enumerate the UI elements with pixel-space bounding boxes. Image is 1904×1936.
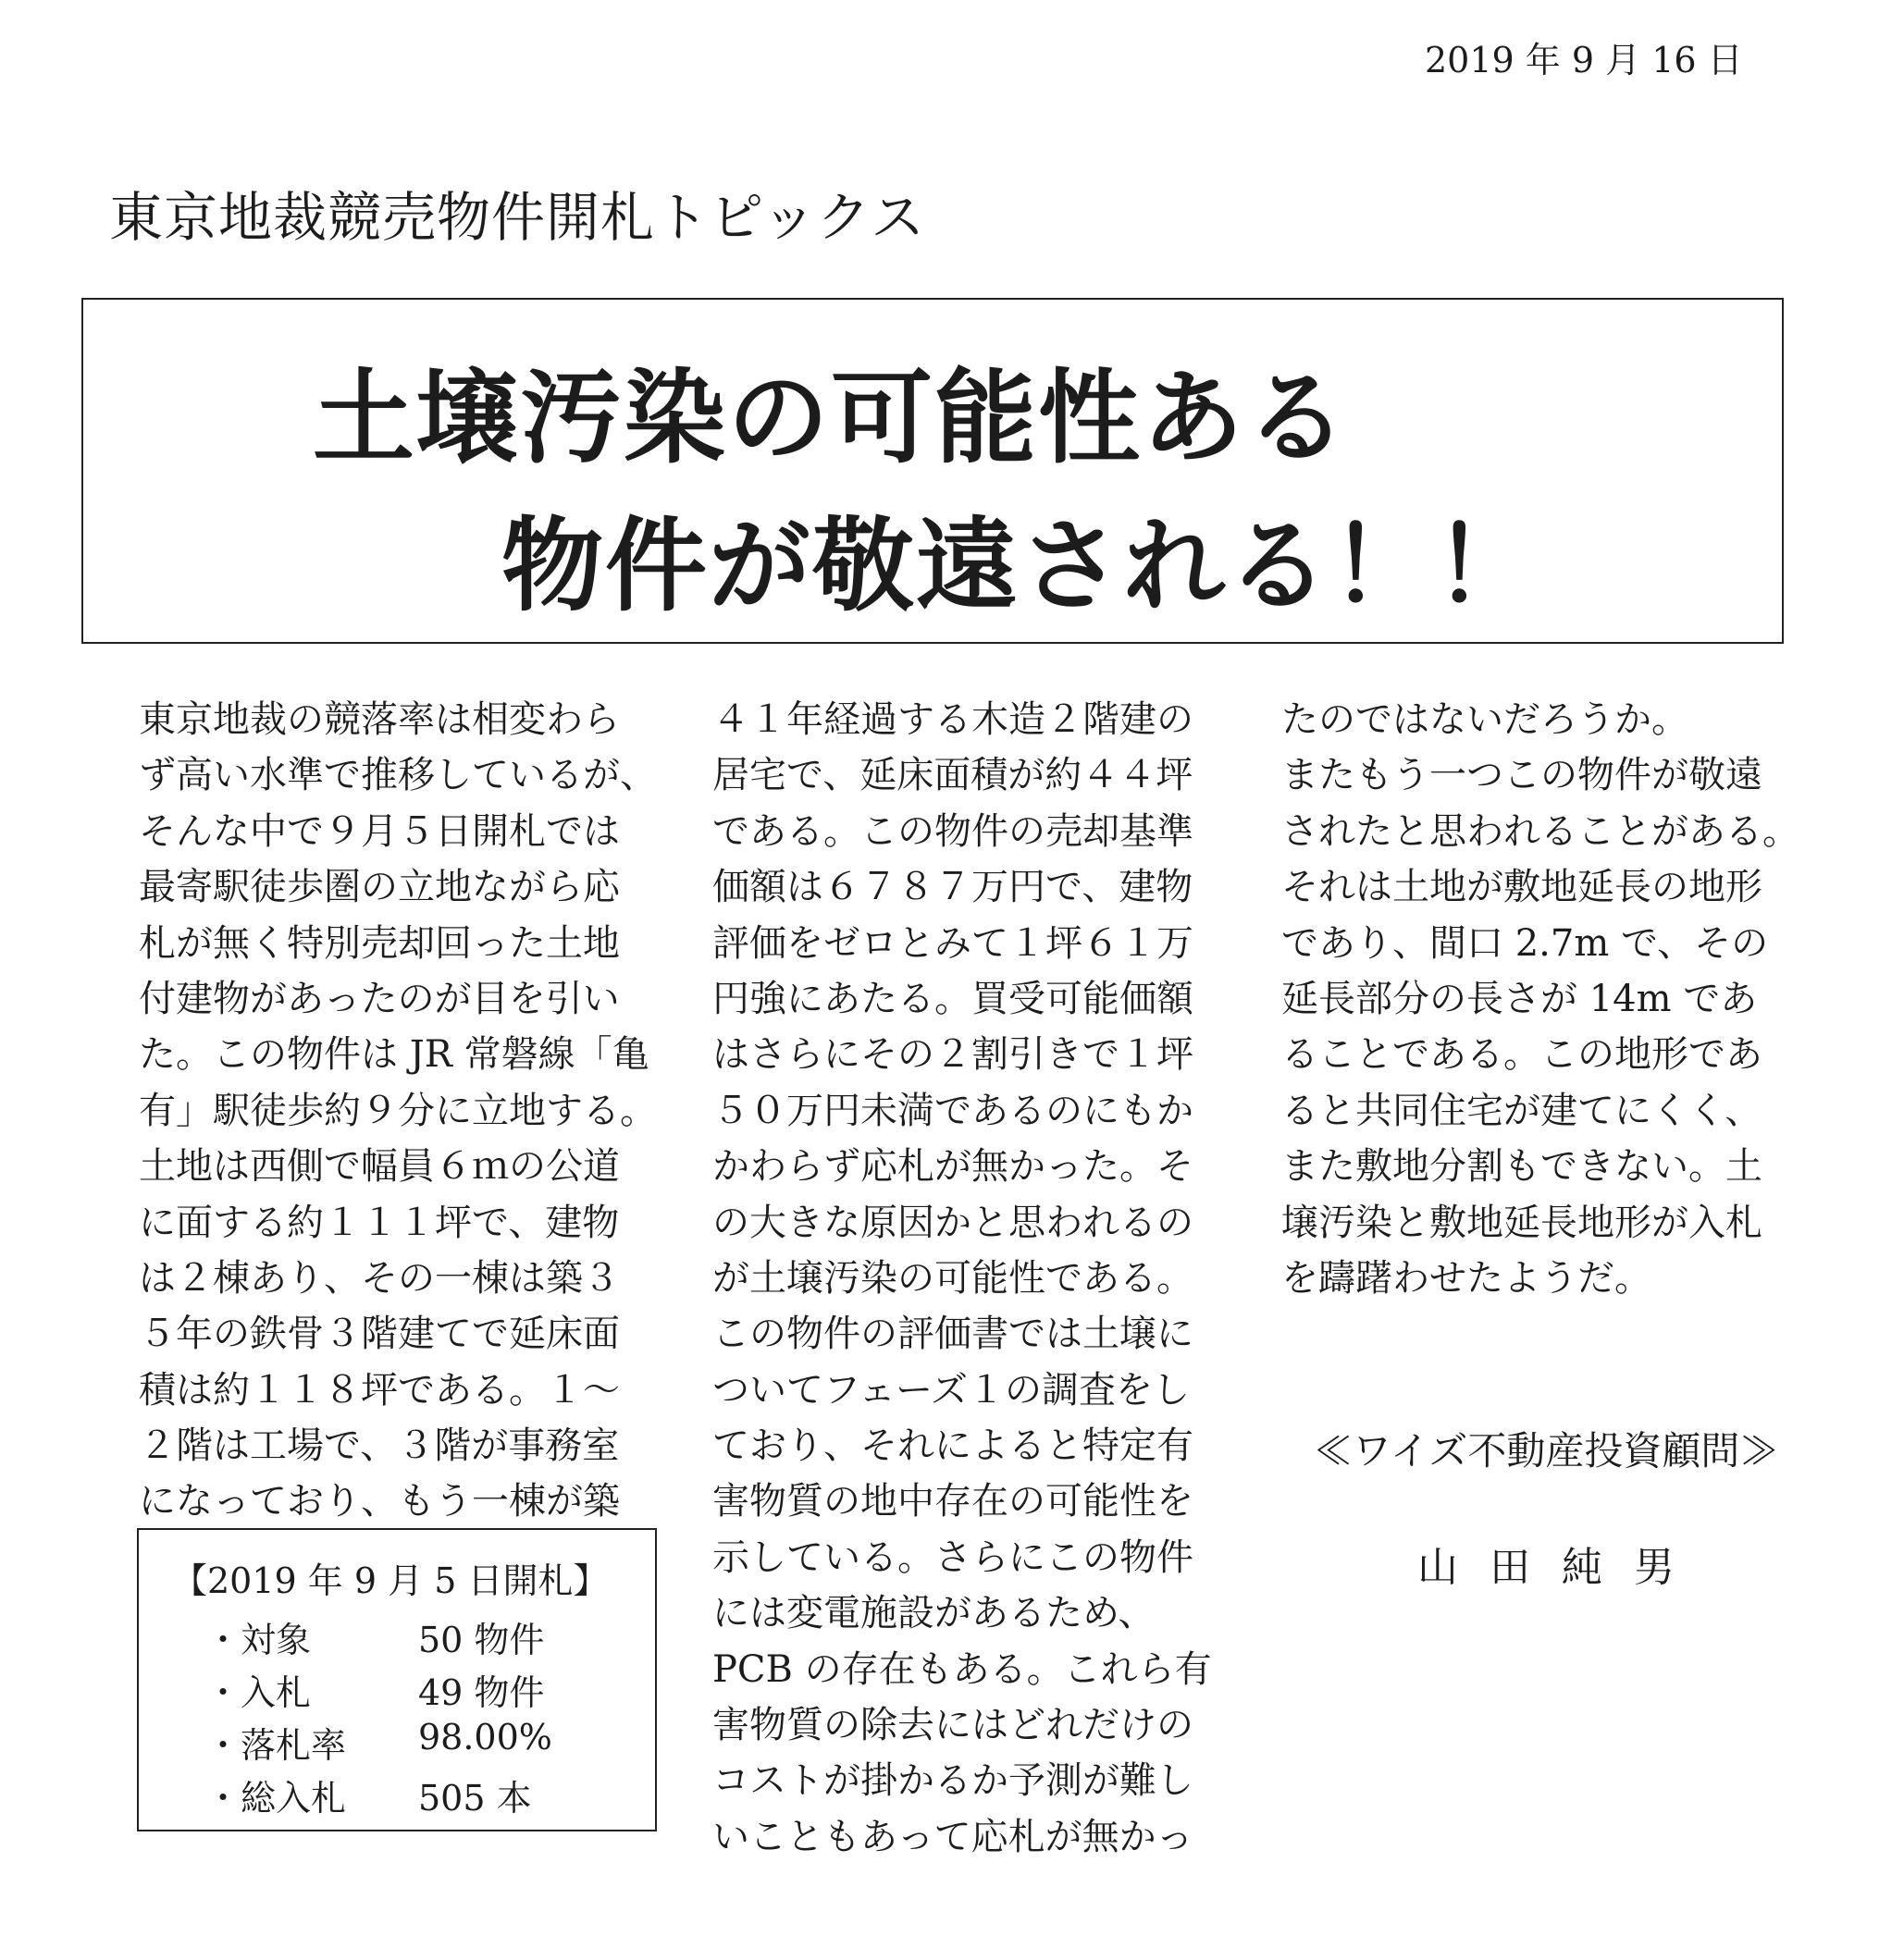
auction-stats-box <box>137 1528 657 1831</box>
author-name: 山田純男 <box>1417 1544 1706 1591</box>
body-line: 壌汚染と敷地延長地形が入札 <box>1281 1201 1762 1244</box>
body-line: ず高い水準で推移しているが、 <box>139 754 657 797</box>
headline-line-2: 物件が敬遠される！！ <box>501 507 1538 625</box>
stat-label: ・総入札 <box>205 1778 347 1819</box>
stat-label: ・対象 <box>205 1620 312 1660</box>
body-line: ５年の鉄骨３階建てで延床面 <box>139 1313 620 1356</box>
body-line: 東京地裁の競落率は相変わら <box>139 698 620 741</box>
body-line: またもう一つこの物件が敬遠 <box>1281 754 1762 797</box>
body-line: の大きな原因かと思われるの <box>712 1201 1193 1244</box>
body-line: また敷地分割もできない。土 <box>1281 1145 1762 1189</box>
stat-label: ・入札 <box>205 1672 312 1713</box>
headline-box <box>81 298 1784 644</box>
series-title: 東京地裁競売物件開札トピックス <box>109 186 926 249</box>
body-line: 付建物があったのが目を引い <box>139 977 620 1020</box>
body-line: を躊躇わせたようだ。 <box>1281 1256 1651 1300</box>
body-line: たのではないだろうか。 <box>1281 698 1688 741</box>
stat-label: ・落札率 <box>205 1725 347 1766</box>
body-line: た。この物件は JR 常磐線「亀 <box>139 1033 649 1077</box>
body-line: になっており、もう一棟が築 <box>139 1480 620 1523</box>
body-line: 札が無く特別売却回った土地 <box>139 921 620 965</box>
body-column-1 <box>139 692 657 1530</box>
body-line: 土地は西側で幅員６ｍの公道 <box>139 1145 620 1189</box>
body-line: であり、間口 2.7m で、その <box>1281 921 1769 965</box>
body-line: 評価をゼロとみて１坪６１万 <box>712 921 1193 965</box>
stat-value: 50 物件 <box>418 1620 545 1660</box>
body-column-3 <box>1281 692 1799 1306</box>
stat-value: 49 物件 <box>418 1672 545 1713</box>
body-line: この物件の評価書では土壌に <box>712 1313 1193 1356</box>
body-line: ついてフェーズ１の調査をし <box>712 1368 1190 1412</box>
stat-value: 505 本 <box>418 1778 532 1819</box>
body-line: に面する約１１１坪で、建物 <box>139 1201 620 1244</box>
body-line: 害物質の除去にはどれだけの <box>712 1704 1193 1747</box>
stat-value: 98.00% <box>418 1717 552 1757</box>
body-line: かわらず応札が無かった。そ <box>712 1145 1193 1189</box>
body-line: ており、それによると特定有 <box>712 1424 1193 1468</box>
body-line: そんな中で９月５日開札では <box>139 809 620 853</box>
body-line: 居宅で、延床面積が約４４坪 <box>712 754 1193 797</box>
body-line: ると共同住宅が建てにくく、 <box>1281 1089 1762 1132</box>
auction-stats-title: 【2019 年 9 月 5 日開札】 <box>172 1560 609 1601</box>
body-line: ることである。この地形であ <box>1281 1033 1762 1077</box>
body-line: は２棟あり、その一棟は築３ <box>139 1256 620 1300</box>
author-affiliation: ≪ワイズ不動産投資顧問≫ <box>1314 1428 1779 1474</box>
body-line: である。この物件の売却基準 <box>712 809 1193 853</box>
body-line: されたと思われることがある。 <box>1281 809 1799 853</box>
body-line: いこともあって応札が無かっ <box>712 1815 1193 1858</box>
body-line: コストが掛かるか予測が難し <box>712 1759 1193 1803</box>
body-column-2 <box>712 692 1230 1865</box>
body-line: はさらにその２割引きで１坪 <box>712 1033 1193 1077</box>
body-line: には変電施設があるため、 <box>712 1592 1156 1635</box>
body-line: 害物質の地中存在の可能性を <box>712 1480 1193 1523</box>
body-line: 価額は６７８７万円で、建物 <box>712 866 1193 909</box>
headline-line-1: 土壌汚染の可能性ある <box>313 359 1349 477</box>
body-line: が土壌汚染の可能性である。 <box>712 1256 1193 1300</box>
body-line: 有」駅徒歩約９分に立地する。 <box>139 1089 657 1132</box>
body-line: 最寄駅徒歩圏の立地ながら応 <box>139 866 620 909</box>
body-line: それは土地が敷地延長の地形 <box>1281 866 1762 909</box>
body-line: PCB の存在もある。これら有 <box>712 1647 1212 1691</box>
body-line: ４１年経過する木造２階建の <box>712 698 1193 741</box>
body-line: 積は約１１８坪である。１～ <box>139 1368 620 1412</box>
body-line: ２階は工場で、３階が事務室 <box>139 1424 620 1468</box>
body-line: 円強にあたる。買受可能価額 <box>712 977 1193 1020</box>
body-line: 延長部分の長さが 14m であ <box>1281 977 1758 1020</box>
body-line: ５０万円未満であるのにもか <box>712 1089 1193 1132</box>
body-line: 示している。さらにこの物件 <box>712 1535 1193 1579</box>
publication-date: 2019 年 9 月 16 日 <box>1425 40 1743 80</box>
